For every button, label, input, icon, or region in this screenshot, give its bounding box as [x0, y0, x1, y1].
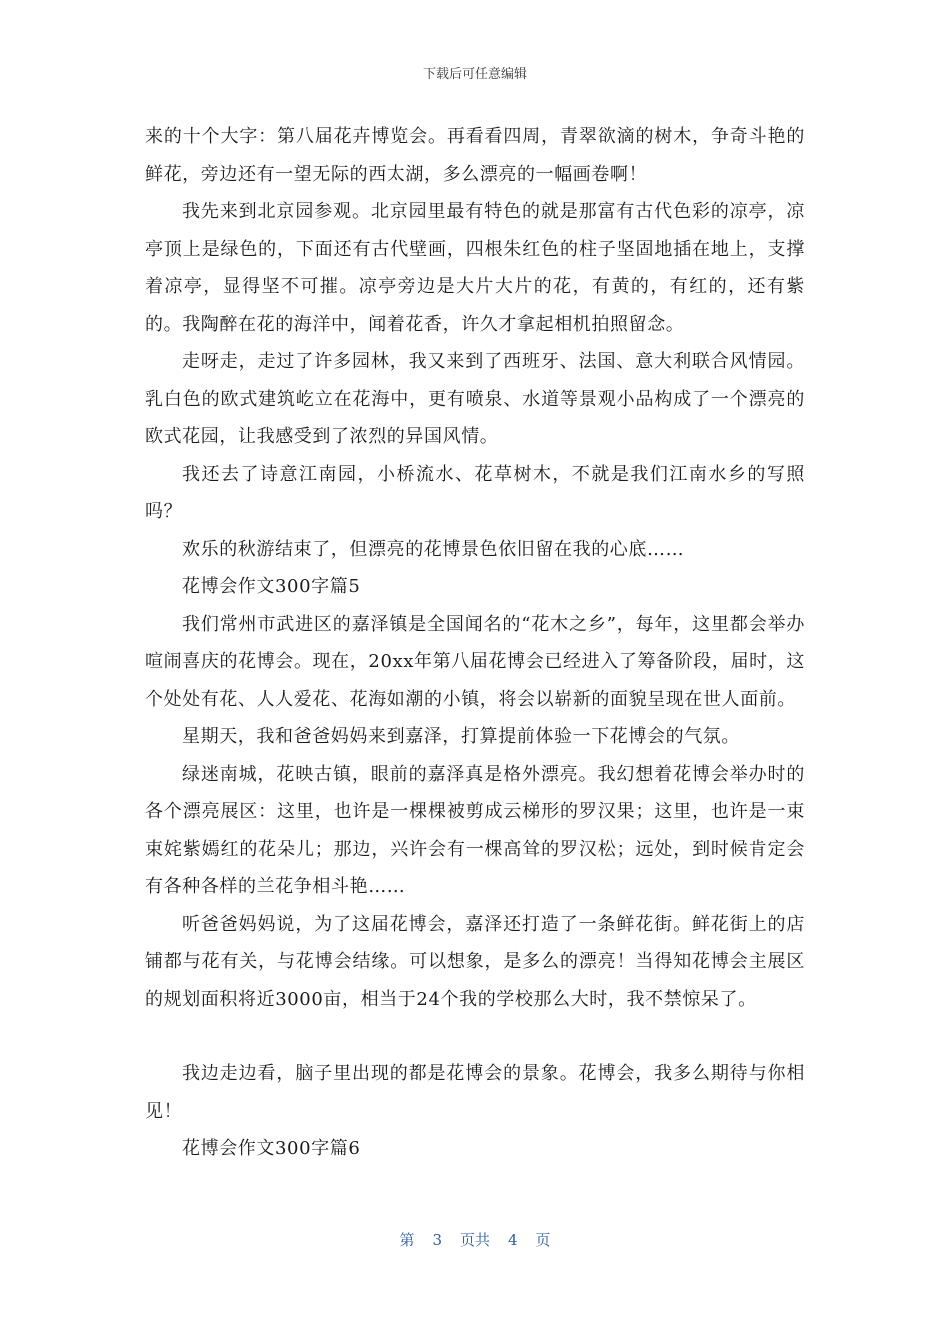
paragraph-imagined-exhibits: 绿迷南城，花映古镇，眼前的嘉泽真是格外漂亮。我幻想着花博会举办时的各个漂亮展区：这里，也许是一棵棵被剪成云梯形的罗汉果；这里，也许是一束束姹紫嫣红的花朵儿；那边，兴许会有一棵高耸的罗汉松；远处，到时候肯定会有各种各样的兰花争相斗艳……	[145, 763, 805, 897]
page-header: 下载后可任意编辑	[422, 67, 527, 82]
paragraph-sunday-visit: 星期天，我和爸爸妈妈来到嘉泽，打算提前体验一下花博会的气氛。	[182, 726, 740, 747]
paragraph-continuation: 来的十个大字：第八届花卉博览会。再看看四周，青翠欲滴的树木，争奇斗艳的鲜花，旁边还有一望无际的西太湖，多么漂亮的一幅画卷啊！	[145, 126, 805, 185]
footer-middle: 页共	[459, 1231, 490, 1249]
footer-prefix: 第	[399, 1231, 415, 1249]
footer-suffix: 页	[535, 1231, 551, 1249]
section-heading-6: 花博会作文300字篇6	[182, 1138, 361, 1159]
footer-total-pages: 4	[508, 1231, 518, 1249]
section-heading-5: 花博会作文300字篇5	[182, 576, 361, 597]
paragraph-jiangnan-garden: 我还去了诗意江南园，小桥流水、花草树木，不就是我们江南水乡的写照吗？	[145, 463, 805, 522]
paragraph-jiaze-intro: 我们常州市武进区的嘉泽镇是全国闻名的“花木之乡”，每年，这里都会举办喧闹喜庆的花博会。现在，20xx年第八届花博会已经进入了筹备阶段，届时，这个处处有花、人人爱花、花海如潮的小镇，将会以崭新的面貌呈现在世人面前。	[145, 613, 805, 710]
document-body	[145, 118, 805, 1168]
paragraph-beijing-garden: 我先来到北京园参观。北京园里最有特色的就是那富有古代色彩的凉亭，凉亭顶上是绿色的，下面还有古代壁画，四根朱红色的柱子坚固地插在地上，支撑着凉亭，显得坚不可摧。凉亭旁边是大片大片的花，有黄的，有红的，还有紫的。我陶醉在花的海洋中，闻着花香，许久才拿起相机拍照留念。	[145, 201, 805, 335]
paragraph-european-garden: 走呀走，走过了许多园林，我又来到了西班牙、法国、意大利联合风情园。乳白色的欧式建筑屹立在花海中，更有喷泉、水道等景观小品构成了一个漂亮的欧式花园，让我感受到了浓烈的异国风情。	[145, 351, 805, 447]
paragraph-flower-street: 听爸爸妈妈说，为了这届花博会，嘉泽还打造了一条鲜花街。鲜花街上的店铺都与花有关，与花博会结缘。可以想象，是多么的漂亮！当得知花博会主展区的规划面积将近3000亩，相当于24个我的学校那么大时，我不禁惊呆了。	[145, 913, 805, 1010]
footer-page-number: 3	[432, 1231, 442, 1249]
paragraph-autumn-trip-end: 欢乐的秋游结束了，但漂亮的花博景色依旧留在我的心底……	[182, 538, 685, 560]
page-footer	[0, 1230, 950, 1250]
paragraph-expectation: 我边走边看，脑子里出现的都是花博会的景象。花博会，我多么期待与你相见！	[145, 1063, 805, 1122]
